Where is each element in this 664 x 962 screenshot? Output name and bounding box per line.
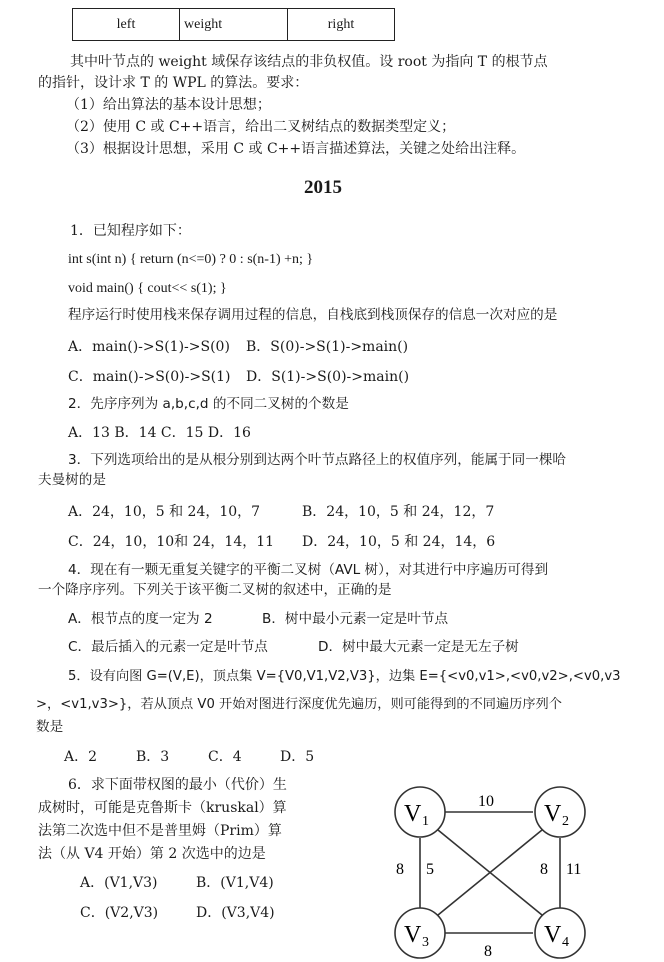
weight-v1-v3-right: 5 [426, 861, 434, 878]
q4-option-d: D．树中最大元素一定是无左子树 [318, 639, 519, 655]
table-cell-weight: weight [180, 9, 288, 41]
q5-option-c: C．4 [208, 749, 242, 765]
q6-stem-line-2: 成树时，可能是克鲁斯卡（kruskal）算 [38, 800, 287, 816]
q4-option-b: B．树中最小元素一定是叶节点 [262, 611, 449, 627]
q3-stem-line-2: 夫曼树的是 [38, 472, 106, 488]
graph-node-v2 [535, 787, 585, 837]
weight-v1-v3-left: 8 [396, 861, 404, 878]
q3-option-d: D．24，10，5 和 24，14，6 [302, 534, 496, 550]
intro-line-1: 其中叶节点的 weight 域保存该结点的非负权值。设 root 为指向 T 的根节点 [70, 54, 548, 70]
table-cell-right: right [288, 9, 395, 41]
weight-v1-v2: 10 [478, 793, 494, 810]
q1-option-b: B．S(0)->S(1)->main() [246, 339, 409, 355]
q1-stem: 1．已知程序如下： [70, 223, 191, 239]
section-year-heading: 2015 [304, 177, 342, 198]
q5-stem-line-1: 5．设有向图 G=(V,E)，顶点集 V={V0,V1,V2,V3}，边集 E={<v0,v1>,<v0,v2>,<v0,v3 [68, 669, 621, 684]
q1-code-line-2: void main() { cout<< s(1); } [68, 281, 227, 296]
q2-options: A．13 B．14 C．15 D．16 [68, 425, 251, 441]
q3-option-c: C．24，10，10和 24，14，11 [68, 534, 275, 550]
weight-v3-v4: 8 [484, 943, 492, 960]
q6-option-c: C．(V2,V3) [80, 905, 159, 921]
q1-option-d: D．S(1)->S(0)->main() [246, 369, 410, 385]
graph-node-v1 [395, 787, 445, 837]
q1-option-a: A．main()->S(1)->S(0) [68, 339, 230, 355]
requirement-1: （1）给出算法的基本设计思想； [66, 97, 271, 113]
v4-subscript: 4 [562, 935, 569, 950]
q4-option-c: C．最后插入的元素一定是叶节点 [68, 639, 268, 655]
q2-stem: 2．先序序列为 a,b,c,d 的不同二叉树的个数是 [68, 396, 349, 412]
v3-name: V [404, 922, 422, 948]
q5-option-b: B．3 [136, 749, 170, 765]
q6-stem-line-3: 法第二次选中但不是普里姆（Prim）算 [38, 823, 282, 839]
weight-v2-v4-left: 8 [540, 861, 548, 878]
q1-option-c: C．main()->S(0)->S(1) [68, 369, 231, 385]
q6-option-a: A．(V1,V3) [80, 875, 158, 891]
node-structure-table [72, 8, 395, 41]
q3-stem-line-1: 3．下列选项给出的是从根分别到达两个叶节点路径上的权值序列，能属于同一棵哈 [68, 452, 567, 468]
v3-subscript: 3 [422, 935, 429, 950]
q6-option-b: B．(V1,V4) [196, 875, 274, 891]
q1-code-line-1: int s(int n) { return (n<=0) ? 0 : s(n-1) +n; } [68, 252, 314, 267]
table-cell-left: left [73, 9, 180, 41]
q6-stem-line-1: 6．求下面带权图的最小（代价）生 [68, 777, 287, 793]
q5-stem-line-2: >，<v1,v3>}，若从顶点 V0 开始对图进行深度优先遍历，则可能得到的不同遍历序列个 [36, 697, 562, 712]
q3-option-b: B．24，10，5 和 24，12，7 [302, 504, 495, 520]
graph-node-v4 [535, 908, 585, 958]
requirement-2: （2）使用 C 或 C++语言，给出二叉树结点的数据类型定义； [66, 119, 456, 135]
graph-node-v3 [395, 908, 445, 958]
q4-stem-line-2: 一个降序序列。下列关于该平衡二叉树的叙述中，正确的是 [38, 582, 392, 598]
weight-v2-v4-right: 11 [566, 861, 582, 878]
v1-name: V [404, 801, 422, 827]
intro-line-2: 的指针，设计求 T 的 WPL 的算法。要求： [38, 75, 309, 91]
requirement-3: （3）根据设计思想，采用 C 或 C++语言描述算法，关键之处给出注释。 [66, 141, 526, 157]
q4-stem-line-1: 4．现在有一颗无重复关键字的平衡二叉树（AVL 树），对其进行中序遍历可得到 [68, 562, 549, 578]
q1-question-text: 程序运行时使用栈来保存调用过程的信息，自栈底到栈顶保存的信息一次对应的是 [68, 307, 558, 323]
v2-name: V [544, 801, 562, 827]
v4-name: V [544, 922, 562, 948]
v2-subscript: 2 [562, 814, 569, 829]
q3-option-a: A．24，10，5 和 24，10，7 [68, 504, 261, 520]
q6-option-d: D．(V3,V4) [196, 905, 275, 921]
q4-option-a: A．根节点的度一定为 2 [68, 611, 213, 627]
q5-stem-line-3: 数是 [36, 719, 64, 735]
v1-subscript: 1 [422, 814, 429, 829]
weighted-graph-figure [380, 770, 620, 960]
q6-stem-line-4: 法（从 V4 开始）第 2 次选中的边是 [38, 846, 266, 862]
q5-option-d: D．5 [280, 749, 315, 765]
q5-option-a: A．2 [64, 749, 98, 765]
